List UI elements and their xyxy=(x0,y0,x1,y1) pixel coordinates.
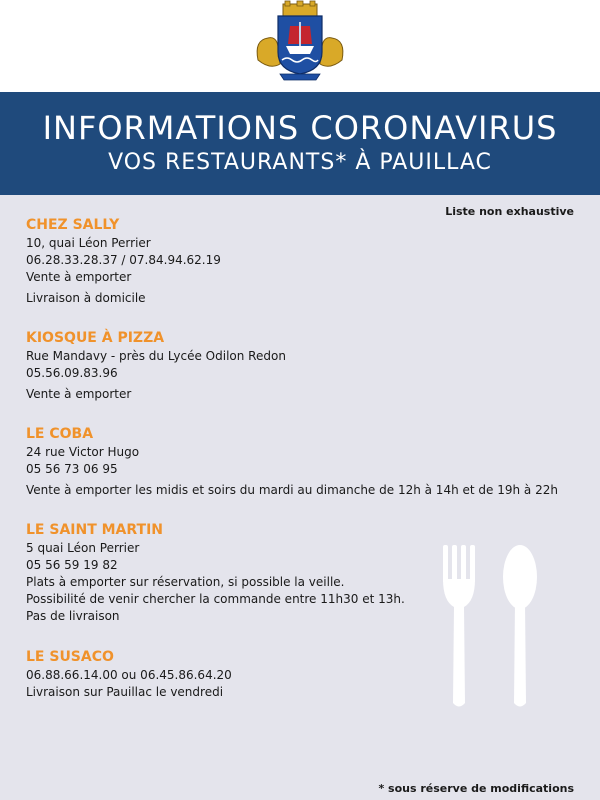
restaurant-name: LE SUSACO xyxy=(26,649,114,665)
footnote: * sous réserve de modifications xyxy=(378,782,574,795)
restaurant-address: 5 quai Léon Perrier xyxy=(26,541,140,555)
restaurant-phone: 05 56 59 19 82 xyxy=(26,558,118,572)
restaurant-name: KIOSQUE À PIZZA xyxy=(26,330,165,346)
restaurant-service: Livraison à domicile xyxy=(26,291,146,305)
restaurant-service: Livraison sur Pauillac le vendredi xyxy=(26,685,224,699)
coat-of-arms-icon xyxy=(250,0,350,84)
restaurant-name: LE COBA xyxy=(26,426,94,442)
restaurant-phone: 06.88.66.14.00 ou 06.45.86.64.20 xyxy=(26,668,232,682)
restaurant-le-coba xyxy=(26,425,586,499)
restaurant-service: Vente à emporter xyxy=(26,387,132,401)
restaurant-kiosque-a-pizza xyxy=(26,329,586,403)
restaurant-phone: 05.56.09.83.96 xyxy=(26,366,118,380)
restaurant-service: Vente à emporter les midis et soirs du mardi au dimanche de 12h à 14h et de 19h à 22h xyxy=(26,483,558,497)
restaurant-phone: 05 56 73 06 95 xyxy=(26,462,118,476)
restaurant-phone: 06.28.33.28.37 / 07.84.94.62.19 xyxy=(26,253,221,267)
title-banner xyxy=(0,92,600,195)
fork-and-spoon-icon xyxy=(438,545,548,710)
list-note: Liste non exhaustive xyxy=(445,205,574,218)
restaurant-address: 24 rue Victor Hugo xyxy=(26,445,140,459)
restaurant-service: Plats à emporter sur réservation, si possible la veille. xyxy=(26,575,345,589)
restaurant-address: 10, quai Léon Perrier xyxy=(26,236,151,250)
restaurant-name: CHEZ SALLY xyxy=(26,217,120,233)
restaurant-name: LE SAINT MARTIN xyxy=(26,522,164,538)
restaurant-service: Possibilité de venir chercher la commande entre 11h30 et 13h. xyxy=(26,592,405,606)
page-title: INFORMATIONS CORONAVIRUS xyxy=(42,109,558,147)
page-subtitle: VOS RESTAURANTS* À PAUILLAC xyxy=(108,150,492,175)
restaurant-service: Vente à emporter xyxy=(26,270,132,284)
header-white-area xyxy=(0,0,600,92)
restaurant-chez-sally xyxy=(26,216,586,307)
restaurant-service: Pas de livraison xyxy=(26,609,120,623)
restaurant-address: Rue Mandavy - près du Lycée Odilon Redon xyxy=(26,349,286,363)
